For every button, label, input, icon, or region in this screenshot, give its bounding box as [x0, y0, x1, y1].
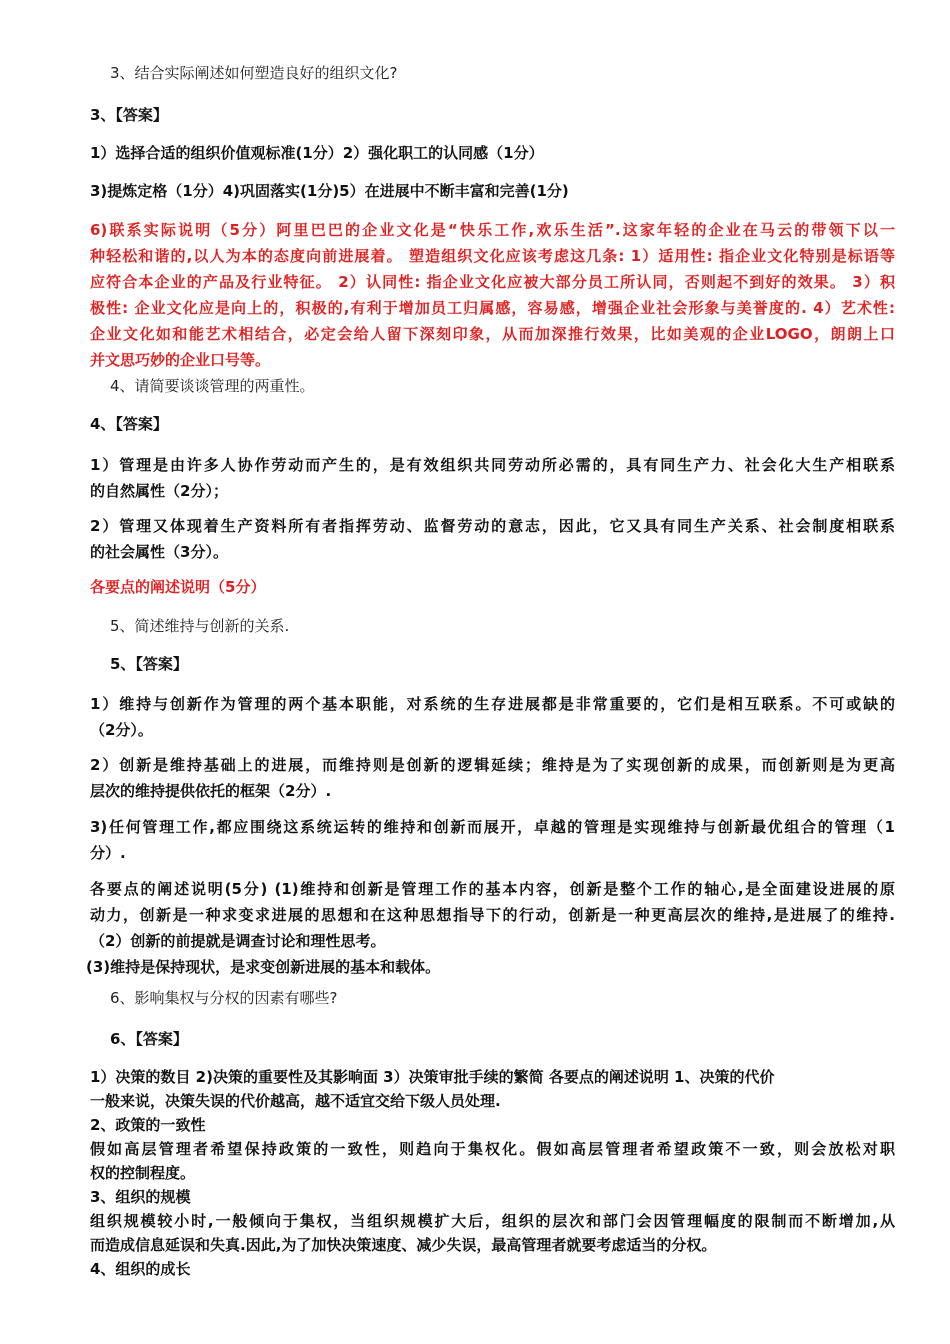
text-line: 2、政策的一致性 [90, 1116, 206, 1134]
text-line: 权的控制程度。 [90, 1164, 196, 1182]
answer-4-para-1 [90, 452, 895, 504]
text-line: (3)维持是保持现状，是求变创新进展的基本和载体。 [86, 958, 441, 976]
answer-5-para-2 [90, 752, 895, 804]
question-4: 4、请简要谈谈管理的两重性。 [110, 377, 315, 395]
text-line: 2）管理又体现着生产资料所有者指挥劳动、监督劳动的意志，因此，它又具有同生产关系、社会制度相联系 [90, 517, 895, 535]
text-line: 各要点的阐述说明(5分) (1)维持和创新是管理工作的基本内容，创新是整个工作的轴心,是全面建设进展的原 [90, 880, 895, 898]
text-line: 一般来说，决策失误的代价越高，越不适宜交给下级人员处理. [90, 1092, 501, 1110]
text-line: 1）管理是由许多人协作劳动而产生的，是有效组织共同劳动所必需的，具有同生产力、社会化大生产相联系 [90, 456, 895, 474]
text-line: 的自然属性（2分）； [90, 482, 228, 500]
text-line: 4、组织的成长 [90, 1260, 191, 1278]
question-6: 6、影响集权与分权的因素有哪些? [110, 989, 338, 1007]
answer-heading-6: 6、【答案】 [110, 1030, 188, 1048]
answer-3-line-1: 1）选择合适的组织价值观标准(1分）2）强化职工的认同感（1分） [90, 144, 544, 162]
text-line: 1）决策的数目 2)决策的重要性及其影响面 3）决策审批手续的繁简 各要点的阐述说明 1、决策的代价 [90, 1068, 775, 1086]
answer-heading-3: 3、【答案】 [90, 106, 168, 124]
text-line: 动力，创新是一种求变求进展的思想和在这种思想指导下的行动，创新是一种更高层次的维持,是进展了的维持. [90, 906, 895, 924]
red-line: 并文思巧妙的企业口号等。 [90, 351, 271, 369]
text-line: （2）创新的前提就是调查讨论和理性思考。 [90, 932, 386, 950]
answer-4-para-2 [90, 513, 895, 565]
red-line: 极性: 企业文化应是向上的，积极的,有利于增加员工归属感，容易感，增强企业社会形象与美誉度的. 4）艺术性: [90, 299, 895, 317]
answer-5-para-1 [90, 691, 895, 743]
red-line: 企业文化如和能艺术相结合，必定会给人留下深刻印象，从而加深推行效果，比如美观的企业LOGO，朗朗上口 [90, 325, 895, 343]
red-line: 6)联系实际说明（5分）阿里巴巴的企业文化是“快乐工作,欢乐生活”.这家年轻的企业在马云的带领下以一 [90, 221, 895, 239]
question-3: 3、结合实际阐述如何塑造良好的组织文化? [110, 64, 398, 82]
answer-5-para-3 [90, 814, 895, 866]
answer-3-line-2: 3)提炼定格（1分）4)巩固落实(1分)5）在进展中不断丰富和完善(1分) [90, 182, 569, 200]
answer-6-body [90, 1065, 895, 1281]
red-line: 应符合本企业的产品及行业特征。 2）认同性: 指企业文化应被大部分员工所认同，否则起不到好的效果。 3）积 [90, 273, 895, 291]
text-line: 而造成信息延误和失真.因此,为了加快决策速度、减少失误，最高管理者就要考虑适当的分权。 [90, 1236, 717, 1254]
answer-3-red-paragraph [90, 217, 895, 373]
text-line: 层次的维持提供依托的框架（2分）. [90, 782, 332, 800]
text-line: 3)任何管理工作,都应围绕这系统运转的维持和创新而展开，卓越的管理是实现维持与创新最优组合的管理（1 [90, 818, 895, 836]
text-line: 假如高层管理者希望保持政策的一致性，则趋向于集权化。假如高层管理者希望政策不一致，则会放松对职 [90, 1140, 895, 1158]
text-line: 1）维持与创新作为管理的两个基本职能，对系统的生存进展都是非常重要的，它们是相互联系。不可或缺的 [90, 695, 895, 713]
text-line: 分）. [90, 844, 126, 862]
answer-heading-5: 5、【答案】 [110, 655, 188, 673]
text-line: 3、组织的规模 [90, 1188, 191, 1206]
answer-5-para-4 [86, 876, 895, 980]
answer-4-red-note: 各要点的阐述说明（5分） [90, 578, 266, 596]
red-line: 种轻松和谐的,以人为本的态度向前进展着。 塑造组织文化应该考虑这几条: 1）适用性: 指企业文化特别是标语等 [90, 247, 895, 265]
text-line: （2分）。 [90, 721, 153, 739]
answer-heading-4: 4、【答案】 [90, 415, 168, 433]
text-line: 的社会属性（3分）。 [90, 543, 228, 561]
text-line: 组织规模较小时,一般倾向于集权，当组织规模扩大后，组织的层次和部门会因管理幅度的限制而不断增加,从 [90, 1212, 895, 1230]
text-line: 2）创新是维持基础上的进展，而维持则是创新的逻辑延续；维持是为了实现创新的成果，而创新则是为更高 [90, 756, 895, 774]
question-5: 5、简述维持与创新的关系. [110, 617, 290, 635]
